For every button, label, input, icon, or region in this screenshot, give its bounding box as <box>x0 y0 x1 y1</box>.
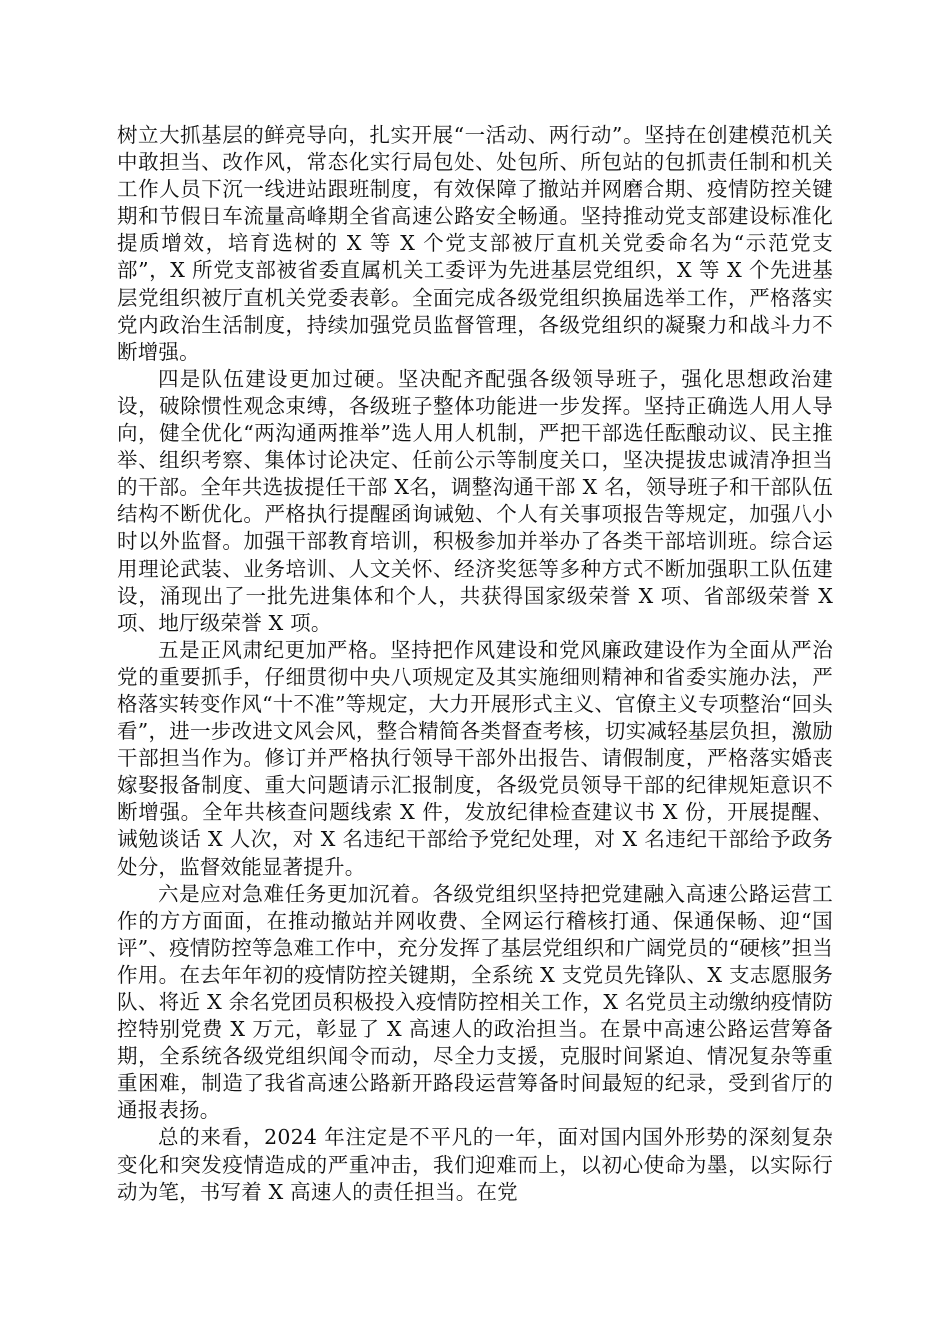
paragraph-1: 树立大抓基层的鲜亮导向，扎实开展“一活动、两行动”。坚持在创建模范机关中敢担当、改作风，常态化实行局包处、处包所、所包站的包抓责任制和机关工作人员下沉一线进站跟班制度，有效保障了撤站并网磨合期、疫情防控关键期和节假日车流量高峰期全省高速公路安全畅通。坚持推动党支部建设标准化提质增效，培育选树的 X 等 X 个党支部被厅直机关党委命名为“示范党支部”，X 所党支部被省委直属机关工委评为先进基层党组织，X 等 X 个先进基层党组织被厅直机关党委表彰。全面完成各级党组织换届选举工作，严格落实党内政治生活制度，持续加强党员监督管理，各级党组织的凝聚力和战斗力不断增强。 <box>117 123 833 364</box>
paragraph-5: 总的来看，2024 年注定是不平凡的一年，面对国内国外形势的深刻复杂变化和突发疫情造成的严重冲击，我们迎难而上，以初心使命为墨，以实际行动为笔，书写着 X 高速人的责任担当。在党 <box>117 1125 833 1204</box>
document-page <box>117 122 833 1206</box>
paragraph-2: 四是队伍建设更加过硬。坚决配齐配强各级领导班子，强化思想政治建设，破除惯性观念束缚，各级班子整体功能进一步发挥。坚持正确选人用人导向，健全优化“两沟通两推举”选人用人机制，严把干部选任酝酿动议、民主推举、组织考察、集体讨论决定、任前公示等制度关口，坚决提拔忠诚清净担当的干部。全年共选拔提任干部 X名，调整沟通干部 X 名，领导班子和干部队伍结构不断优化。严格执行提醒函询诫勉、个人有关事项报告等规定，加强八小时以外监督。加强干部教育培训，积极参加并举办了各类干部培训班。综合运用理论武装、业务培训、人文关怀、经济奖惩等多种方式不断加强职工队伍建设，涌现出了一批先进集体和个人，共获得国家级荣誉 X 项、省部级荣誉 X 项、地厅级荣誉 X 项。 <box>117 366 833 635</box>
paragraph-4: 六是应对急难任务更加沉着。各级党组织坚持把党建融入高速公路运营工作的方方面面，在推动撤站并网收费、全网运行稽核打通、保通保畅、迎“国评”、疫情防控等急难工作中，充分发挥了基层党组织和广阔党员的“硬核”担当作用。在去年年初的疫情防控关键期，全系统 X 支党员先锋队、X 支志愿服务队、将近 X 余名党团员积极投入疫情防控相关工作，X 名党员主动缴纳疫情防控特别党费 X 万元，彰显了 X 高速人的政治担当。在景中高速公路运营筹备期，全系统各级党组织闻令而动，尽全力支援，克服时间紧迫、情况复杂等重重困难，制造了我省高速公路新开路段运营筹备时间最短的纪录，受到省厅的通报表扬。 <box>117 881 833 1123</box>
paragraph-3: 五是正风肃纪更加严格。坚持把作风建设和党风廉政建设作为全面从严治党的重要抓手，仔细贯彻中央八项规定及其实施细则精神和省委实施办法，严格落实转变作风“十不准”等规定，大力开展形式主义、官僚主义专项整治“回头看”，进一步改进文风会风，整合精简各类督查考核，切实减轻基层负担，激励干部担当作为。修订并严格执行领导干部外出报告、请假制度，严格落实婚丧嫁娶报备制度、重大问题请示汇报制度，各级党员领导干部的纪律规矩意识不断增强。全年共核查问题线索 X 件，发放纪律检查建议书 X 份，开展提醒、诫勉谈话 X 人次，对 X 名违纪干部给予党纪处理，对 X 名违纪干部给予政务处分，监督效能显著提升。 <box>117 637 833 879</box>
